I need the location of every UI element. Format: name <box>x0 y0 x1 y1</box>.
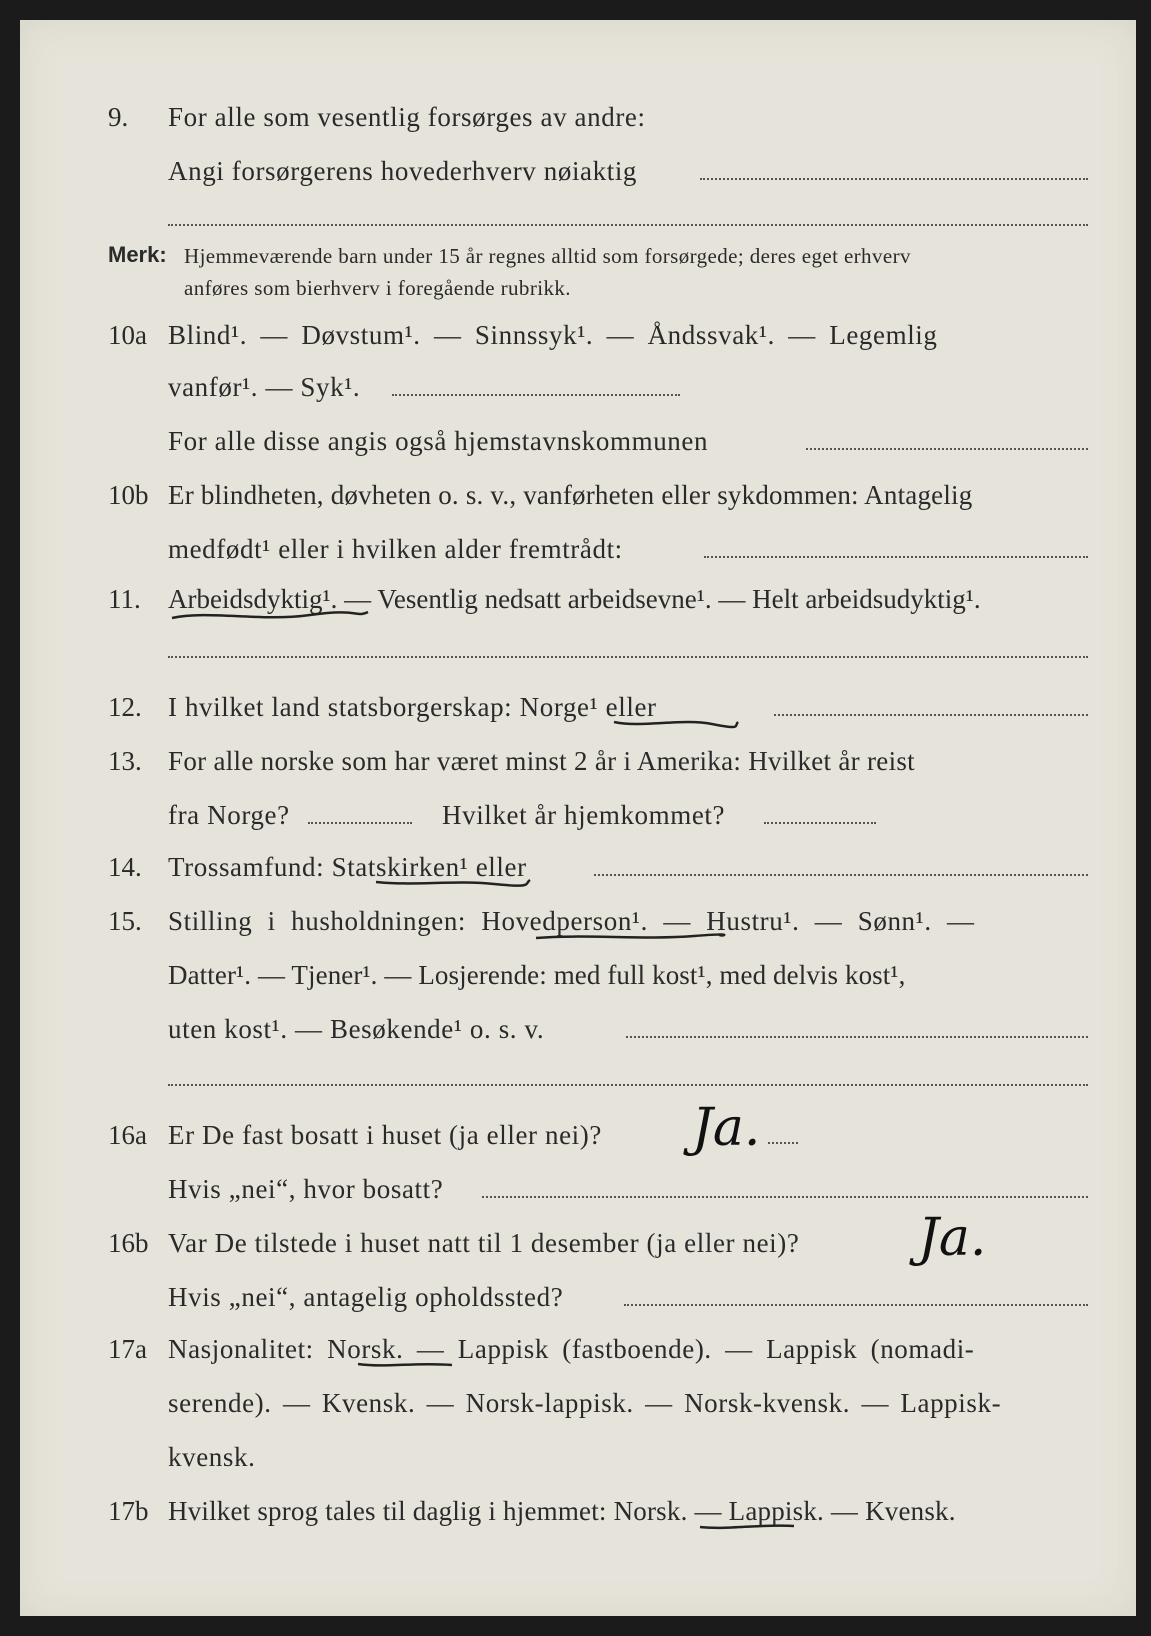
q14-text-line1: Trossamfund: Statskirken¹ eller <box>168 852 527 882</box>
question-number-13: 13. <box>108 746 142 776</box>
norsk-nasjonalitet-underline <box>356 1356 456 1376</box>
q9-answer-line-2[interactable] <box>168 224 1088 226</box>
q16b-text-line1: Var De tilstede i huset natt til 1 desember (ja eller nei)? <box>168 1228 800 1258</box>
q16a-handwritten-answer: Ja. <box>692 1098 761 1158</box>
question-number-17b: 17b <box>108 1496 149 1526</box>
q13-text-line2b: Hvilket år hjemkommet? <box>442 800 726 830</box>
question-number-16a: 16a <box>108 1120 147 1150</box>
q16b-text-line2: Hvis „nei“, antagelig opholdssted? <box>168 1282 564 1312</box>
q13-reist-answer-line[interactable] <box>308 822 412 824</box>
question-number-15: 15. <box>108 906 142 936</box>
q17a-text-line1: Nasjonalitet: Norsk. — Lappisk (fastboende). — Lappisk (nomadi- <box>168 1334 975 1364</box>
q15-text-line1: Stilling i husholdningen: Hovedperson¹. — Hustru¹. — Sønn¹. — <box>168 906 975 936</box>
arbeidsdyktig-underline <box>170 606 370 626</box>
q10b-answer-line[interactable] <box>704 556 1088 558</box>
q15-text-line3: uten kost¹. — Besøkende¹ o. s. v. <box>168 1014 545 1044</box>
q16a-bosatt-answer-line[interactable] <box>482 1196 1088 1198</box>
question-number-12: 12. <box>108 692 142 722</box>
q11-text-line1: Arbeidsdyktig¹. — Vesentlig nedsatt arbeidsevne¹. — Helt arbeidsudyktig¹. <box>168 584 981 614</box>
q16a-text-line1: Er De fast bosatt i huset (ja eller nei)? <box>168 1120 602 1150</box>
hovedperson-underline <box>534 928 724 948</box>
q9-answer-line[interactable] <box>700 178 1088 180</box>
q10a-text-line2: vanfør¹. — Syk¹. <box>168 372 361 402</box>
merk-text-line2: anføres som bierhverv i foregående rubrikk. <box>184 276 571 300</box>
q9-text-line1: For alle som vesentlig forsørges av andre: <box>168 102 646 132</box>
q9-text-line2: Angi forsørgerens hovederhverv nøiaktig <box>168 156 638 186</box>
q10a-text-line3: For alle disse angis også hjemstavnskommunen <box>168 426 709 456</box>
q10a-answer-line[interactable] <box>392 394 680 396</box>
q13-text-line2a: fra Norge? <box>168 800 290 830</box>
q16b-handwritten-answer: Ja. <box>918 1208 987 1268</box>
q11-answer-line[interactable] <box>168 656 1088 658</box>
norsk-sprog-underline <box>698 1518 798 1538</box>
q12-text-line1: I hvilket land statsborgerskap: Norge¹ eller <box>168 692 657 722</box>
q10a-hjemstavn-line[interactable] <box>806 448 1088 450</box>
q14-answer-line[interactable] <box>594 874 1088 876</box>
merk-label: Merk: <box>108 242 167 267</box>
q16a-text-line2: Hvis „nei“, hvor bosatt? <box>168 1174 444 1204</box>
q17a-text-line2: serende). — Kvensk. — Norsk-lappisk. — Norsk-kvensk. — Lappisk- <box>168 1388 1002 1418</box>
q16b-oppholdssted-answer-line[interactable] <box>624 1304 1088 1306</box>
q10a-text-line1: Blind¹. — Døvstum¹. — Sinnssyk¹. — Åndssvak¹. — Legemlig <box>168 320 938 350</box>
merk-text-line1: Hjemmeværende barn under 15 år regnes alltid som forsørgede; deres eget erhverv <box>184 244 911 268</box>
question-number-16b: 16b <box>108 1228 149 1258</box>
q17b-text-line1: Hvilket sprog tales til daglig i hjemmet: Norsk. — Lappisk. — Kvensk. <box>168 1496 956 1526</box>
question-number-11: 11. <box>108 584 141 614</box>
q15-answer-line-2[interactable] <box>168 1084 1088 1086</box>
q10b-text-line1: Er blindheten, døvheten o. s. v., vanførheten eller sykdommen: Antagelig <box>168 480 973 510</box>
q13-text-line1: For alle norske som har været minst 2 år i Amerika: Hvilket år reist <box>168 746 915 776</box>
q16a-answer-line[interactable] <box>768 1142 798 1144</box>
question-number-14: 14. <box>108 852 142 882</box>
question-number-9: 9. <box>108 102 129 132</box>
census-form-page <box>20 20 1136 1616</box>
q15-answer-line[interactable] <box>626 1036 1088 1038</box>
q15-text-line2: Datter¹. — Tjener¹. — Losjerende: med full kost¹, med delvis kost¹, <box>168 960 906 990</box>
norge-underline <box>612 714 742 734</box>
question-number-10a: 10a <box>108 320 147 350</box>
question-number-17a: 17a <box>108 1334 147 1364</box>
statskirken-underline <box>374 874 534 894</box>
question-number-10b: 10b <box>108 480 149 510</box>
q17a-text-line3: kvensk. <box>168 1442 256 1472</box>
q12-answer-line[interactable] <box>774 714 1088 716</box>
q10b-text-line2: medfødt¹ eller i hvilken alder fremtrådt: <box>168 534 623 564</box>
q13-hjemkommet-answer-line[interactable] <box>764 822 876 824</box>
